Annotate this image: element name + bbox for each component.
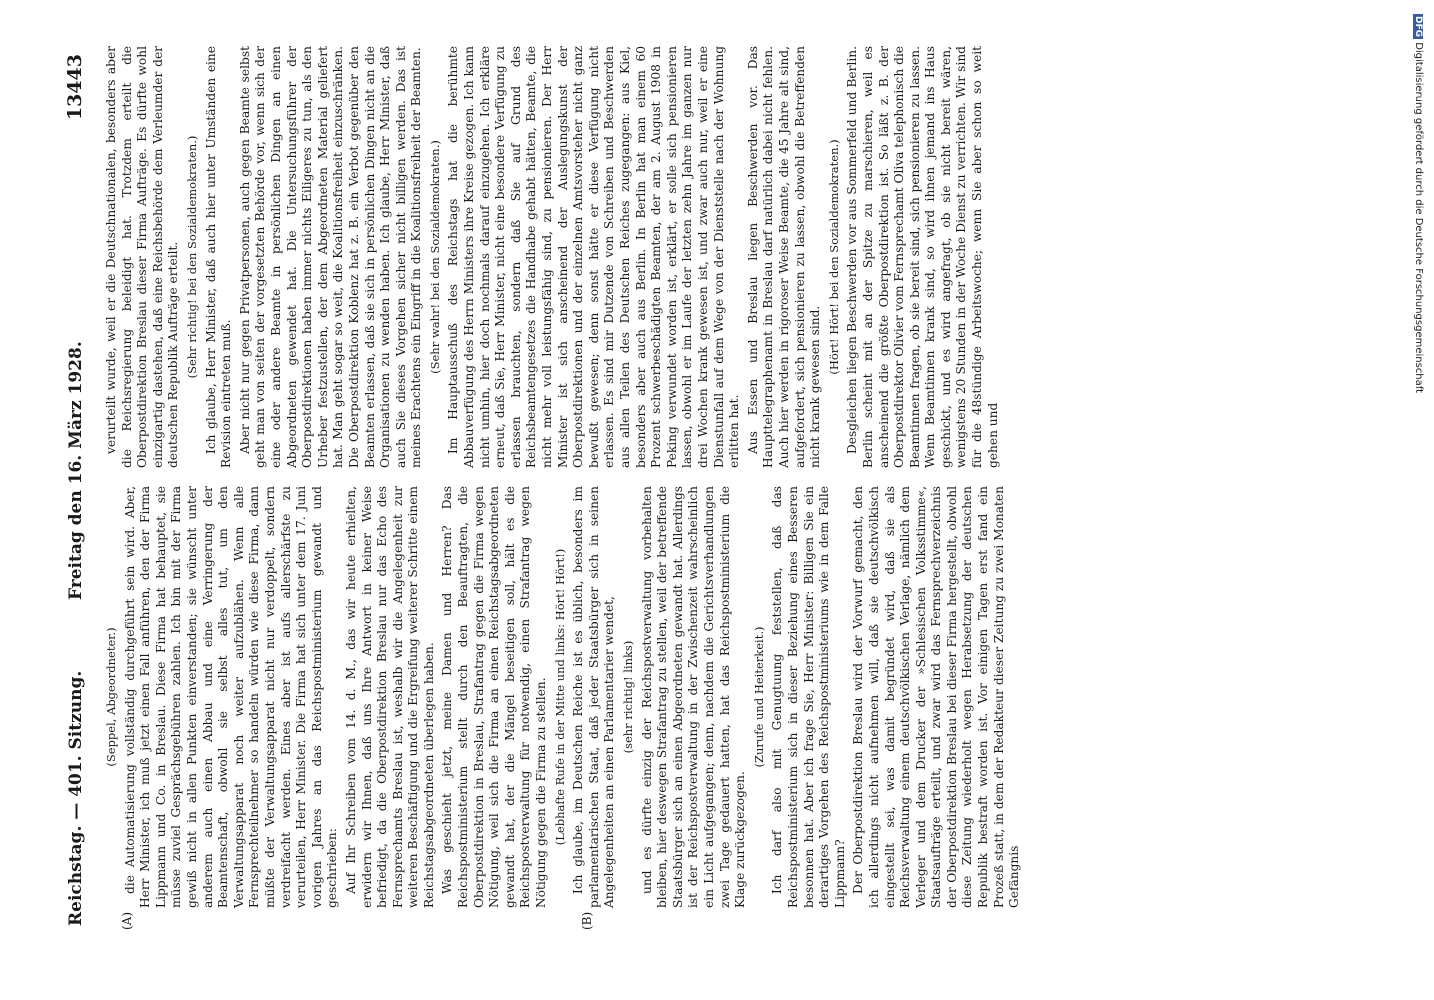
- paragraph: Ich darf also mit Genugtuung feststellen, daß das Reichspostministerium sich in dieser Beziehung eines Besseren besonnen hat. Aber ich frage Sie, Herr Minister: Billigen Sie ein derartiges Vorgehen des Reichspostministeriums wie in dem Falle Lippmann?: [770, 486, 847, 908]
- header-left: Reichstag. — 401. Sitzung.: [66, 670, 86, 926]
- interjection: (sehr richtig! links): [621, 640, 635, 754]
- left-column: [104, 486, 1026, 908]
- page-header: [60, 50, 100, 930]
- right-column: [104, 46, 1004, 468]
- funding-sidebar: [1404, 14, 1424, 714]
- paragraph: die Automatisierung vollständig durchgeführt sein wird. Aber, Herr Minister, ich muß jetzt einen Fall anführen, den der Firma Lippmann und Co. in Breslau. Diese Firma hat behauptet, sie müsse zuviel Gesprächsgebühren zahlen. Ich bin mit der Firma gewiß nicht in allen Punkten einverstanden; sie wünscht unter anderem auch einen Abbau und eine Verringerung der Beamtenschaft, obwohl sie selbst alles tut, um den Verwaltungsapparat noch weiter aufzublähen. Wenn alle Fernsprechteilnehmer so handeln würden wie diese Firma, dann müßte der Verwaltungsapparat nicht nur verdoppelt, sondern verdreifacht werden. Eines aber ist aufs allerschärfste zu verurteilen, Herr Minister. Die Firma hat sich unter dem 17. Juni vorigen Jahres an das Reichspostministerium gewandt und geschrieben:: [122, 486, 340, 908]
- funding-note: Digitalisierung gefördert durch die Deutsche Forschungsgemeinschaft: [1413, 42, 1424, 394]
- quoted-letter: Auf Ihr Schreiben vom 14. d. M., das wir heute erhielten, erwidern wir Ihnen, daß uns Ihre Antwort in keiner Weise befriedigt, da die Oberpostdirektion Breslau nur das Echo des Fernsprechamts Breslau ist, weshalb wir die Angelegenheit zur weiteren Beschäftigung und die Ergreifung weiterer Schritte einem Reichstagsabgeordneten überlegen haben.: [343, 486, 436, 908]
- margin-mark-b: (B): [580, 911, 594, 930]
- paragraph: Im Hauptausschuß des Reichstags hat die berühmte Abbauverfügung des Herrn Ministers ihre Kreise gezogen. Ich kann nicht umhin, hier doch nochmals darauf einzugehen. Ich erkläre erneut, daß Sie, Herr Minister, nicht eine besondere Verfügung zu erlassen brauchten, sondern daß Sie auf Grund des Reichsbeamtengesetzes die Handhabe gehabt hätten, Beamte, die nicht mehr voll leistungsfähig sind, zu pensionieren. Der Herr Minister ist sich anscheinend der Auslegungskunst der Oberpostdirektionen und der einzelnen Amtsvorsteher nicht ganz bewußt gewesen; denn sonst hätte er diese Verfügung nicht erlassen. Es sind mir Dutzende von Schreiben und Beschwerden aus allen Teilen des Deutschen Reiches zugegangen: aus Kiel, besonders aber auch aus Berlin. In Berlin hat man einem 60 Prozent schwerbeschädigten Beamten, der am 2. August 1908 in Peking verwundet worden ist, erklärt, er solle sich pensionieren lassen, obwohl er im Laufe der letzten zehn Jahre im ganzen nur drei Wochen krank gewesen ist, und zwar auch nur, weil er eine Dienstunfall auf dem Wege von der Dienststelle nach der Wohnung erlitten hat.: [446, 46, 742, 468]
- margin-mark-a: (A): [120, 911, 134, 930]
- paragraph: und es dürfte einzig der Reichspostverwaltung vorbehalten bleiben, hier deswegen Strafantrag zu stellen, weil der betreffende Staatsbürger sich an einen Abgeordneten gewandt hat. Allerdings ist der Reichspostverwaltung in der Zwischenzeit wahrscheinlich ein Licht aufgegangen; denn, nachdem die Gerichtsverhandlungen zwei Tage gedauert hatten, hat das Reichspostministerium die Klage zurückgezogen.: [639, 486, 748, 908]
- interjection: (Lebhafte Rufe in der Mitte und links: Hört! Hört!): [552, 548, 567, 846]
- paragraph: (Seppel, Abgeordneter.): [104, 627, 118, 767]
- interjection: (Hört! Hört! bei den Sozialdemokraten.): [826, 139, 841, 375]
- paragraph: Ich glaube, im Deutschen Reiche ist es üblich, besonders im parlamentarischen Staat, daß jeder Staatsbürger sich in seinen Angelegenheiten an einen Parlamentarier wendet,: [571, 486, 617, 908]
- interjection: (Sehr richtig! bei den Sozialdemokraten.): [184, 135, 199, 379]
- interjection: (Zurufe und Heiterkeit.): [751, 626, 766, 768]
- paragraph: Was geschieht jetzt, meine Damen und Herren? Das Reichspostministerium stellt durch den Beauftragten, die Oberpostdirektion in Breslau, Strafantrag gegen die Firma wegen Nötigung, weil sich die Firma an einen Reichstagsabgeordneten gewandt hat, der die Mängel beseitigen soll, hält es die Reichspostverwaltung für notwendig, einen Strafantrag wegen Nötigung gegen die Firma zu stellen.: [440, 486, 549, 908]
- paragraph: Der Oberpostdirektion Breslau wird der Vorwurf gemacht, den ich allerdings nicht aufnehmen will, daß sie deutschvölkisch eingestellt sei, was damit begründet wird, daß sie als Reichsverwaltung einem deutschvölkischen Verlage, nämlich dem Verleger und dem Drucker der »Schlesischen Volksstimme«, Staatsaufträge erteilt, und zwar wird das Fernsprechverzeichnis der Oberpostdirektion Breslau bei dieser Firma hergestellt, obwohl diese Zeitung wiederholt wegen Herabsetzung der deutschen Republik bestraft worden ist. Vor einigen Tagen erst fand ein Prozeß statt, in dem der Redakteur dieser Zeitung zu zwei Monaten Gefängnis: [851, 486, 1022, 908]
- dfg-logo: DFG: [1413, 16, 1423, 38]
- paragraph: verurteilt wurde, weil er die Deutschnationalen, besonders aber die Reichsregierung beleidigt hat. Trotzdem erteilt die Oberpostdirektion Breslau dieser Firma Aufträge. Es dürfte wohl einzigartig dastehen, daß eine Reichsbehörde dem Verleumder der deutschen Republik Aufträge erteilt.: [104, 46, 181, 468]
- paragraph: Aber nicht nur gegen Privatpersonen, auch gegen Beamte selbst geht man von seiten der vorgesetzten Behörde vor, wenn sich der eine oder andere Beamte in persönlichen Dingen an einen Abgeordneten gewendet hat. Die Untersuchungsführer der Oberpostdirektionen haben immer nichts Eiligeres zu tun, als den Urheber festzustellen, der dem Abgeordneten Material geliefert hat. Man geht sogar so weit, die Koalitionsfreiheit einzuschränken. Die Oberpostdirektion Koblenz hat z. B. ein Verbot gegenüber den Beamten erlassen, daß sie sich in persönlichen Dingen nicht an die Organisationen zu wenden haben. Ich glaube, Herr Minister, daß auch Sie dieses Vorgehen sicher nicht billigen werden. Das ist meines Erachtens ein Eingriff in die Koalitionsfreiheit der Beamten.: [237, 46, 424, 468]
- interjection: (Sehr wahr! bei den Sozialdemokraten.): [427, 140, 442, 374]
- paragraph: Ich glaube, Herr Minister, daß auch hier unter Umständen eine Revision eintreten muß.: [203, 46, 234, 468]
- header-date: Freitag den 16. März 1928.: [66, 341, 86, 600]
- paragraph: Desgleichen liegen Beschwerden vor aus Sommerfeld und Berlin. Berlin scheint mit an der Spitze zu marschieren, weil es anscheinend die größte Oberpostdirektion ist. So läßt z. B. der Oberpostdirektor Olivier vom Fernsprechamt Oliva telephonisch die Beamtinnen fragen, ob sie bereit sind, sich pensionieren zu lassen. Wenn Beamtinnen krank sind, so wird ihnen jemand ins Haus geschickt, und es wird angefragt, ob sie nicht bereit wären, wenigstens 20 Stunden in der Woche Dienst zu verrichten. Wir sind für die 48stündige Arbeitswoche; wenn Sie aber schon so weit gehen und: [845, 46, 1000, 468]
- paragraph: Aus Essen und Breslau liegen Beschwerden vor. Das Haupttelegraphenamt in Breslau darf natürlich dabei nicht fehlen. Auch hier werden in rigoroser Weise Beamte, die 45 Jahre alt sind, aufgefordert, sich pensionieren zu lassen, obwohl die Betreffenden nicht krank gewesen sind.: [745, 46, 823, 468]
- page-number: 13443: [64, 54, 86, 121]
- rotated-newspaper-page: [60, 46, 1120, 930]
